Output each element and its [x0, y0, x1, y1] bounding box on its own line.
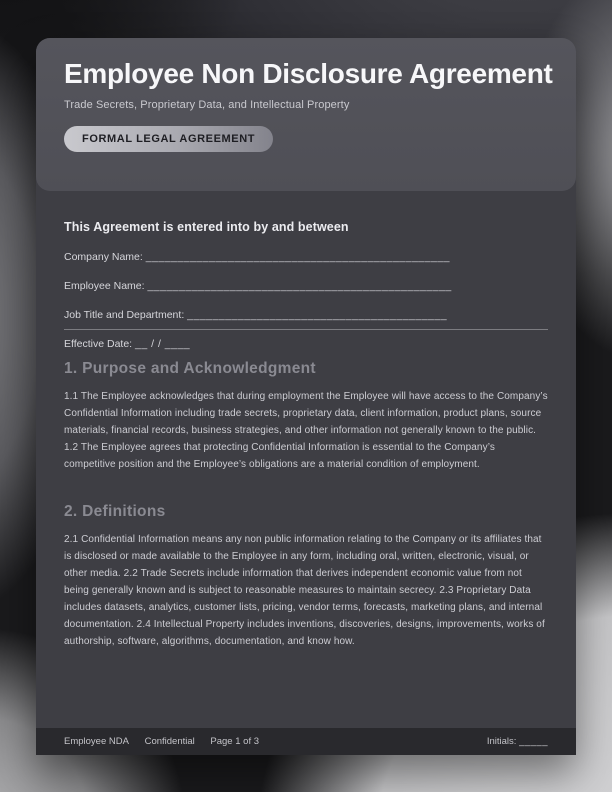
employee-name-blank-line[interactable]: ________________________________________________	[147, 280, 452, 292]
footer-page-number: Page 1 of 3	[210, 736, 260, 747]
company-name-label: Company Name:	[64, 251, 146, 263]
effective-date-label: Effective Date:	[64, 338, 136, 350]
section-heading-purpose: 1. Purpose and Acknowledgment	[64, 360, 316, 377]
job-title-label: Job Title and Department:	[64, 309, 188, 321]
footer-confidential-label: Confidential	[144, 736, 195, 747]
effective-date-row	[64, 338, 548, 350]
initials-blank-line[interactable]: _____	[519, 736, 548, 747]
section-paragraph-definitions: 2.1 Confidential Information means any non public information relating to the Company or its affiliates that is disclosed or made available to the Employee in any form, including oral, written, electronic, visual, or other media. 2.2 Trade Secrets include information that derives independent economic value from not being generally known and is subject to reasonable measures to maintain secrecy. 2.3 Proprietary Data includes datasets, analytics, customer lists, pricing, vendor terms, forecasts, marketing plans, and internal documentation. 2.4 Intellectual Property includes inventions, discoveries, designs, improvements, works of authorship, software, algorithms, documentation, and know how.	[64, 534, 545, 647]
company-name-blank-line[interactable]: ________________________________________________	[145, 251, 451, 263]
footer-initials	[487, 736, 548, 747]
effective-date-blank[interactable]: __ / / ____	[135, 338, 191, 350]
document-card	[36, 38, 576, 755]
document-header	[36, 38, 576, 191]
page-subtitle: Trade Secrets, Proprietary Data, and Intellectual Property	[64, 99, 350, 112]
employee-name-label: Employee Name:	[64, 280, 148, 292]
footer-doc-name: Employee NDA	[64, 736, 129, 747]
document-footer	[36, 728, 576, 755]
job-title-row	[64, 309, 548, 321]
section-paragraph-purpose: 1.1 The Employee acknowledges that during employment the Employee will have access to the Company’s Confidential Information including trade secrets, proprietary data, client information, product plans, source materials, financial records, business strategies, and other information not generally known to the public. 1.2 The Employee agrees that protecting Confidential Information is essential to the Company’s competitive position and the Employee’s obligations are a material condition of employment.	[64, 391, 548, 470]
section-heading-definitions: 2. Definitions	[64, 503, 166, 520]
footer-meta	[64, 736, 259, 747]
page-title: Employee Non Disclosure Agreement	[64, 58, 553, 89]
initials-label: Initials:	[486, 736, 520, 747]
legal-agreement-badge: FORMAL LEGAL AGREEMENT	[64, 126, 273, 152]
parties-heading: This Agreement is entered into by and between	[64, 220, 349, 234]
job-title-blank-line[interactable]: _________________________________________	[187, 309, 448, 321]
company-name-row	[64, 251, 548, 263]
employee-name-row	[64, 280, 548, 292]
document-body	[36, 191, 576, 728]
section-divider	[64, 329, 548, 330]
